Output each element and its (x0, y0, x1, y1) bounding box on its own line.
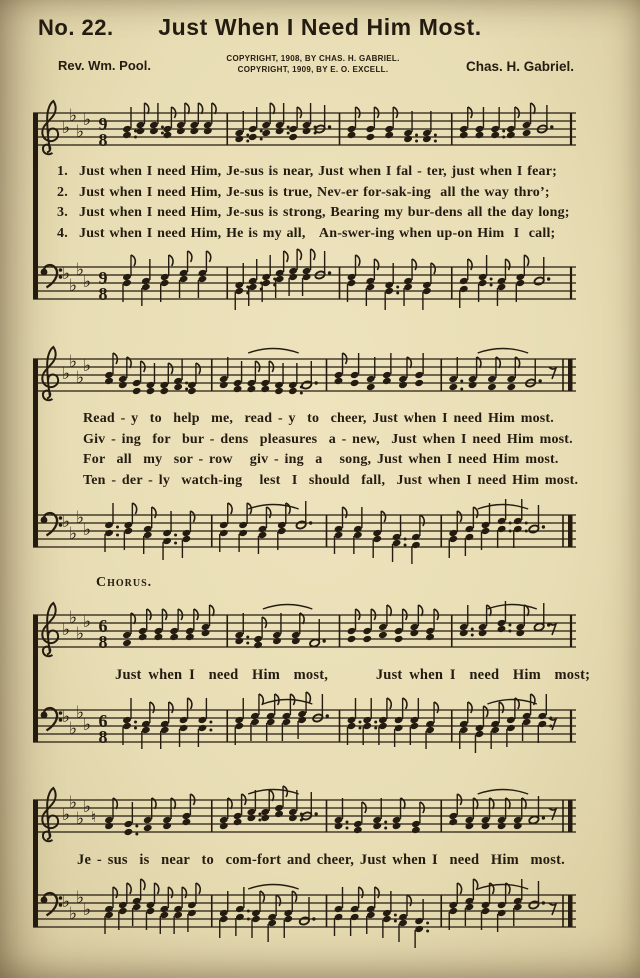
verse-number: 3. (57, 205, 68, 220)
verse-text: Just when I need Him, Je-sus is true, Nev-er for-sak-ing all the way thro’; (79, 184, 550, 200)
treble-staff (33, 780, 576, 844)
system-brace-bar (33, 113, 38, 299)
page-header (0, 14, 640, 46)
bass-staff (33, 690, 576, 754)
hymn-number: No. 22. (38, 15, 114, 40)
svg-text:6: 6 (98, 616, 108, 636)
svg-text:♭: ♭ (83, 612, 92, 632)
svg-text:♭: ♭ (76, 368, 85, 388)
svg-text:♮: ♮ (91, 808, 97, 826)
music-system-verse-bottom (33, 339, 579, 559)
verse-text: Just when I need Him, He is my all, An-swer-ing when up-on Him I call; (79, 225, 556, 241)
svg-text:♭: ♭ (83, 715, 92, 735)
svg-text:♭: ♭ (76, 508, 85, 528)
system-brace-bar (33, 615, 38, 742)
chorus-lyric-line: Just when I need Him most, Just when I need Him most; (115, 667, 591, 683)
chorus-label: Chorus. (96, 575, 153, 590)
music-system-chorus-bottom (33, 780, 576, 939)
svg-text:♭: ♭ (62, 118, 71, 138)
verse-line-1 (57, 162, 576, 183)
refrain-line-2: Giv - ing for bur - dens pleasures a - new, Just when I need Him most. (83, 431, 573, 447)
verse-lyrics-block (33, 157, 576, 247)
refrain-line-4: Ten - der - ly watch-ing lest I should fall, Just when I need Him most. (83, 472, 579, 488)
verse-text: Just when I need Him, Je-sus is near, Just when I fal - ter, just when I fear; (79, 164, 558, 179)
bass-staff (33, 875, 576, 939)
svg-text:♭: ♭ (69, 793, 78, 813)
svg-text:♭: ♭ (62, 892, 71, 912)
svg-text:8: 8 (98, 130, 108, 150)
verse-line-4 (57, 224, 576, 245)
music-system-verse-top (33, 93, 576, 311)
copyright-line-2: COPYRIGHT, 1909, BY E. O. EXCELL. (237, 65, 389, 74)
verse-number: 2. (57, 184, 68, 200)
svg-text:♭: ♭ (62, 805, 71, 825)
composer-credit: Chas. H. Gabriel. (465, 59, 574, 74)
svg-text:♭: ♭ (69, 106, 78, 126)
svg-text:8: 8 (98, 284, 108, 304)
svg-text:♭: ♭ (69, 904, 78, 924)
svg-text:♭: ♭ (62, 620, 71, 640)
svg-text:♭: ♭ (83, 110, 92, 130)
svg-text:♭: ♭ (76, 703, 85, 723)
svg-text:♭: ♭ (69, 276, 78, 296)
svg-text:♭: ♭ (69, 608, 78, 628)
svg-text:♭: ♭ (62, 707, 71, 727)
svg-text:♭: ♭ (62, 364, 71, 384)
treble-staff (33, 339, 576, 403)
svg-text:♭: ♭ (76, 888, 85, 908)
svg-text:♭: ♭ (76, 809, 85, 829)
verse-text: Just when I need Him, Je-sus is strong, Bearing my bur-dens all the day long; (79, 205, 570, 220)
svg-text:8: 8 (98, 632, 108, 652)
svg-text:♭: ♭ (83, 356, 92, 376)
bass-staff (33, 247, 576, 311)
svg-text:♭: ♭ (83, 797, 92, 817)
system-brace-bar (33, 359, 38, 547)
svg-text:♭: ♭ (69, 719, 78, 739)
svg-text:♭: ♭ (69, 524, 78, 544)
svg-text:♭: ♭ (83, 272, 92, 292)
svg-text:♭: ♭ (62, 264, 71, 284)
svg-text:9: 9 (98, 114, 108, 134)
svg-text:♭: ♭ (69, 352, 78, 372)
svg-text:♭: ♭ (76, 122, 85, 142)
bass-staff (33, 495, 576, 559)
svg-text:♭: ♭ (62, 512, 71, 532)
svg-text:9: 9 (98, 268, 108, 288)
copyright-line-1: COPYRIGHT, 1908, BY CHAS. H. GABRIEL. (226, 54, 400, 63)
svg-text:♭: ♭ (76, 260, 85, 280)
lyricist-credit: Rev. Wm. Pool. (58, 58, 151, 73)
svg-text:♭: ♭ (83, 520, 92, 540)
svg-text:♭: ♭ (76, 624, 85, 644)
final-lyric-line: Je - sus is near to com-fort and cheer, Just when I need Him most. (77, 852, 565, 868)
refrain-line-1: Read - y to help me, read - y to cheer, Just when I need Him most. (83, 411, 554, 426)
refrain-line-3: For all my sor - row giv - ing a song, Just when I need Him most. (83, 452, 559, 467)
svg-text:8: 8 (98, 727, 108, 747)
page-title: Just When I Need Him Most. (158, 14, 482, 40)
refrain-lyrics-block (33, 403, 579, 495)
verse-number: 4. (57, 225, 68, 241)
treble-staff (33, 93, 576, 157)
verse-line-3 (57, 203, 576, 224)
verse-number: 1. (57, 164, 68, 179)
music-system-chorus-top (33, 595, 591, 754)
system-brace-bar (33, 800, 38, 927)
treble-staff (33, 595, 576, 659)
svg-text:♭: ♭ (83, 900, 92, 920)
svg-text:6: 6 (98, 711, 108, 731)
verse-line-2 (57, 183, 576, 204)
byline-row (0, 53, 640, 85)
